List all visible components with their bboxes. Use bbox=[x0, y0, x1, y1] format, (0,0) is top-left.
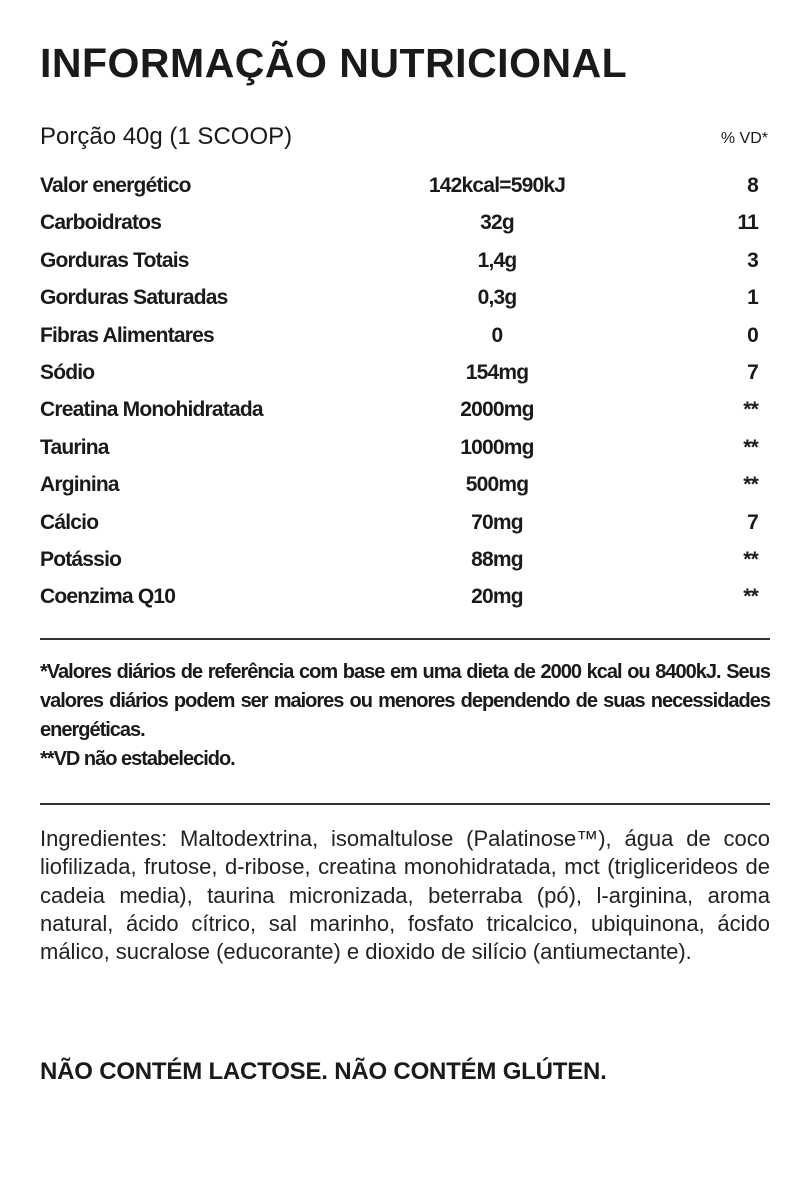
nutrient-vd: 3 bbox=[747, 248, 758, 272]
nutrient-vd: ** bbox=[743, 473, 758, 497]
nutrient-row bbox=[40, 245, 770, 282]
nutrient-vd: 7 bbox=[747, 510, 758, 534]
ingredients-text: Ingredientes: Maltodextrina, isomaltulose (Palatinose™), água de coco liofilizada, frutose, d-ribose, creatina monohidratada, mct (triglicerideos de cadeia media), taurina micronizada, beterraba (pó), l-arginina, aroma natural, ácido cítrico, sal marinho, fosfato tricalcico, ubiquinona, ácido málico, sucralose (educorante) e dioxido de silício (antiumectante). bbox=[40, 826, 770, 965]
nutrient-amount: 88mg bbox=[471, 547, 523, 571]
nutrient-row bbox=[40, 357, 770, 394]
ingredients-block bbox=[40, 825, 770, 966]
nutrient-name: Gorduras Totais bbox=[40, 248, 189, 272]
nutrient-vd: 8 bbox=[747, 174, 758, 197]
nutrient-amount: 142kcal=590kJ bbox=[428, 174, 566, 197]
nutrient-row bbox=[40, 432, 770, 469]
nutrient-table bbox=[40, 170, 770, 619]
nutrient-vd: 1 bbox=[747, 286, 758, 310]
nutrient-name: Valor energético bbox=[40, 174, 191, 197]
nutrient-amount: 0 bbox=[491, 323, 503, 347]
nutrient-name: Gorduras Saturadas bbox=[40, 286, 228, 310]
nutrient-name: Taurina bbox=[40, 435, 109, 459]
footnote-reference: *Valores diários de referência com base em uma dieta de 2000 kcal ou 8400kJ. Seus valores diários podem ser maiores ou menores dependendo de suas necessidades energéticas. bbox=[40, 661, 770, 741]
nutrient-vd: 0 bbox=[747, 323, 758, 347]
portion-row bbox=[40, 123, 770, 153]
nutrient-row bbox=[40, 469, 770, 506]
nutrient-name: Potássio bbox=[40, 547, 122, 571]
nutrient-row bbox=[40, 170, 770, 207]
nutrient-row bbox=[40, 507, 770, 544]
nutrient-vd: ** bbox=[743, 585, 758, 609]
nutrient-amount: 154mg bbox=[465, 360, 529, 384]
nutrient-vd: ** bbox=[743, 547, 758, 571]
allergen-disclaimer: NÃO CONTÉM LACTOSE. NÃO CONTÉM GLÚTEN. bbox=[40, 1058, 607, 1085]
nutrient-row bbox=[40, 207, 770, 244]
nutrient-amount: 500mg bbox=[465, 473, 529, 497]
nutrient-amount: 2000mg bbox=[460, 398, 534, 422]
nutrient-name: Arginina bbox=[40, 473, 119, 497]
nutrient-amount: 0,3g bbox=[477, 286, 517, 310]
nutrient-amount: 70mg bbox=[471, 510, 523, 534]
nutrient-row bbox=[40, 581, 770, 618]
nutrient-amount: 1,4g bbox=[477, 248, 517, 272]
nutrient-name: Cálcio bbox=[40, 510, 99, 534]
nutrient-row bbox=[40, 282, 770, 319]
nutrient-name: Sódio bbox=[40, 360, 95, 384]
nutrient-name: Creatina Monohidratada bbox=[40, 398, 263, 422]
nutrient-amount: 32g bbox=[480, 211, 514, 235]
nutrient-row bbox=[40, 544, 770, 581]
nutrient-amount: 1000mg bbox=[460, 435, 534, 459]
nutrient-vd: 11 bbox=[737, 211, 758, 235]
nutrient-name: Fibras Alimentares bbox=[40, 323, 214, 347]
divider bbox=[40, 638, 770, 640]
label-title: INFORMAÇÃO NUTRICIONAL bbox=[40, 40, 628, 86]
divider bbox=[40, 803, 770, 805]
footnote bbox=[40, 658, 770, 774]
nutrient-vd: 7 bbox=[747, 360, 758, 384]
nutrient-amount: 20mg bbox=[471, 585, 523, 609]
footnote-not-established: **VD não estabelecido. bbox=[40, 748, 235, 770]
nutrient-vd: ** bbox=[743, 398, 758, 422]
nutrient-row bbox=[40, 320, 770, 357]
portion-label: Porção 40g (1 SCOOP) bbox=[40, 123, 293, 150]
vd-column-header: % VD* bbox=[720, 130, 768, 147]
nutrient-name: Coenzima Q10 bbox=[40, 585, 176, 609]
nutrient-vd: ** bbox=[743, 435, 758, 459]
nutrient-name: Carboidratos bbox=[40, 211, 162, 235]
nutrient-row bbox=[40, 394, 770, 431]
